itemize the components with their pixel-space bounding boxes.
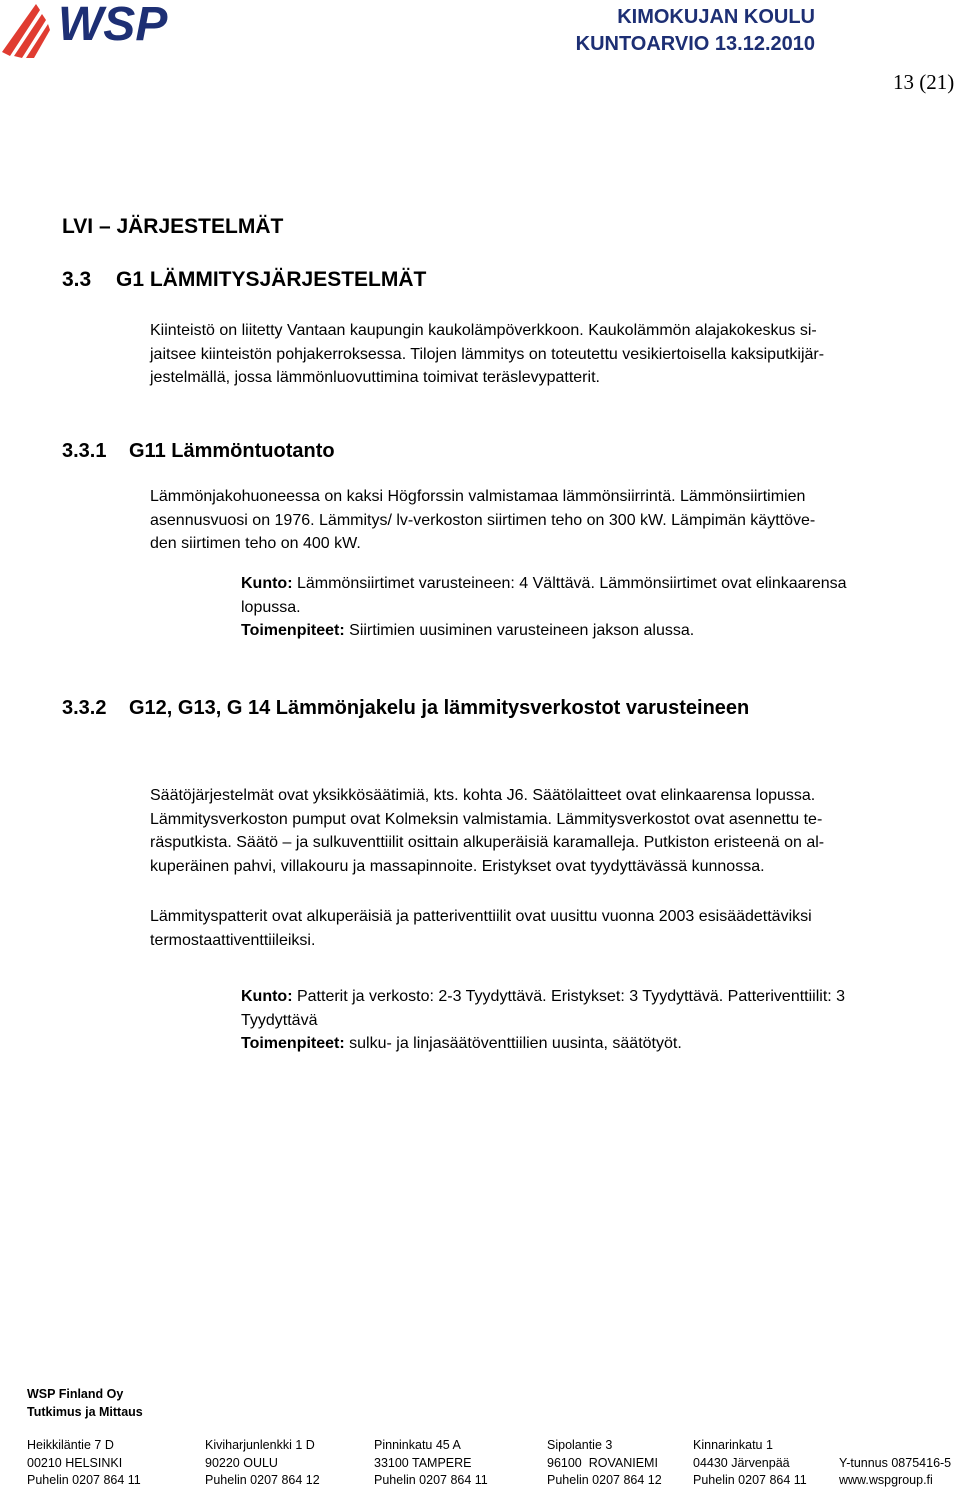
actions-text: Siirtimien uusiminen varusteineen jakson alussa. <box>344 622 695 639</box>
heading-number: 3.3.1 <box>62 440 107 462</box>
actions-text: sulku- ja linjasäätöventtiilien uusinta, säätötyöt. <box>344 1035 682 1052</box>
text-line: jaitsee kiinteistön pohjakerroksessa. Tilojen lämmitys on toteutettu vesikiertoisella kaksiputkijär- <box>150 345 825 363</box>
text-line: kuperäinen pahvi, villakouru ja massapinnoite. Eristykset ovat tyydyttävässä kunnossa. <box>150 857 765 875</box>
footer-address-tampere <box>374 1437 488 1490</box>
website-link[interactable]: www.wspgroup.fi <box>839 1473 933 1487</box>
heading-number: 3.3.2 <box>62 697 107 719</box>
condition-block-3-3-1 <box>241 572 847 643</box>
header-title-line2: KUNTOARVIO 13.12.2010 <box>575 33 815 55</box>
address-phone: Puhelin 0207 864 11 <box>374 1473 488 1487</box>
business-id: Y-tunnus 0875416-5 <box>839 1455 952 1470</box>
text-line: Lämmitysverkoston pumput ovat Kolmeksin valmistamia. Lämmitysverkostot ovat asennettu te- <box>150 810 823 828</box>
actions-line <box>241 1032 845 1056</box>
footer-address-oulu <box>205 1437 320 1490</box>
actions-label: Toimenpiteet: <box>241 1035 345 1052</box>
address-city: 96100 ROVANIEMI <box>547 1455 658 1470</box>
heading-3-3-2 <box>62 697 749 720</box>
address-phone: Puhelin 0207 864 12 <box>547 1473 662 1487</box>
heading-number: 3.3 <box>62 268 92 291</box>
blank-line <box>839 1437 951 1455</box>
heading-3-3 <box>62 268 426 292</box>
condition-text: Patterit ja verkosto: 2-3 Tyydyttävä. Eristykset: 3 Tyydyttävä. Patteriventtiilit: 3 <box>292 988 846 1005</box>
condition-text: Lämmönsiirtimet varusteineen: 4 Välttävä. Lämmönsiirtimet ovat elinkaarensa <box>292 575 847 592</box>
text-line: räsputkista. Säätö – ja sulkuventtiilit osittain alkuperäisiä karamalleja. Putkiston eristeenä on al- <box>150 834 825 851</box>
address-phone: Puhelin 0207 864 11 <box>27 1473 141 1487</box>
text-line: Säätöjärjestelmät ovat yksikkösäätimiä, kts. kohta J6. Säätölaitteet ovat elinkaarensa lopussa. <box>150 787 816 804</box>
condition-line <box>241 985 845 1009</box>
condition-label: Kunto: <box>241 988 293 1005</box>
paragraph-3-3-2-b <box>150 905 812 952</box>
heading-text: G11 Lämmöntuotanto <box>129 440 335 462</box>
text-line: asennusvuosi on 1976. Lämmitys/ lv-verkoston siirtimen teho on 300 kW. Lämpimän käyttöve- <box>150 511 816 529</box>
text-line: termostaattiventtiileiksi. <box>150 931 316 949</box>
address-city: 00210 HELSINKI <box>27 1455 123 1470</box>
heading-text: G12, G13, G 14 Lämmönjakelu ja lämmitysverkostot varusteineen <box>129 697 750 719</box>
actions-line <box>241 619 847 643</box>
footer-address-helsinki <box>27 1437 141 1490</box>
company-name: WSP Finland Oy <box>27 1387 124 1401</box>
address-street: Kinnarinkatu 1 <box>693 1438 773 1452</box>
actions-label: Toimenpiteet: <box>241 622 345 639</box>
text-line: jestelmällä, jossa lämmönluovuttimina toimivat teräslevypatterit. <box>150 369 600 386</box>
section-title: LVI – JÄRJESTELMÄT <box>62 215 284 238</box>
company-division: Tutkimus ja Mittaus <box>27 1404 143 1419</box>
address-street: Pinninkatu 45 A <box>374 1438 461 1452</box>
address-city: 04430 Järvenpää <box>693 1455 790 1470</box>
text-line: Lämmönjakohuoneessa on kaksi Högforssin valmistamaa lämmönsiirrintä. Lämmönsiirtimien <box>150 488 806 505</box>
intro-paragraph <box>150 319 824 390</box>
address-street: Kiviharjunlenkki 1 D <box>205 1438 315 1452</box>
heading-3-3-1 <box>62 440 335 463</box>
condition-line <box>241 572 847 596</box>
condition-line: Tyydyttävä <box>241 1011 318 1029</box>
wsp-logo <box>0 0 200 62</box>
condition-line: lopussa. <box>241 598 301 616</box>
footer-address-rovaniemi <box>547 1437 662 1490</box>
paragraph-3-3-1 <box>150 485 815 556</box>
address-city: 33100 TAMPERE <box>374 1455 472 1470</box>
address-phone: Puhelin 0207 864 11 <box>693 1473 807 1487</box>
condition-label: Kunto: <box>241 575 293 592</box>
address-street: Heikkiläntie 7 D <box>27 1438 114 1452</box>
page-number: 13 (21) <box>893 70 955 94</box>
footer-company <box>27 1386 143 1421</box>
heading-text: G1 LÄMMITYSJÄRJESTELMÄT <box>116 268 427 291</box>
text-line: den siirtimen teho on 400 kW. <box>150 535 361 552</box>
paragraph-3-3-2-a <box>150 784 824 878</box>
address-street: Sipolantie 3 <box>547 1438 613 1452</box>
logo-text: WSP <box>58 0 168 51</box>
address-city: 90220 OULU <box>205 1455 278 1470</box>
header-title-line1: KIMOKUJAN KOULU <box>617 6 815 28</box>
text-line: Lämmityspatterit ovat alkuperäisiä ja patteriventtiilit ovat uusittu vuonna 2003 esisäädettäviksi <box>150 908 812 925</box>
footer-address-jarvenpaa <box>693 1437 807 1490</box>
address-phone: Puhelin 0207 864 12 <box>205 1473 320 1487</box>
condition-block-3-3-2 <box>241 985 845 1056</box>
text-line: Kiinteistö on liitetty Vantaan kaupungin kaukolämpöverkkoon. Kaukolämmön alajakokeskus si- <box>150 322 817 339</box>
footer-company-info <box>839 1437 951 1490</box>
